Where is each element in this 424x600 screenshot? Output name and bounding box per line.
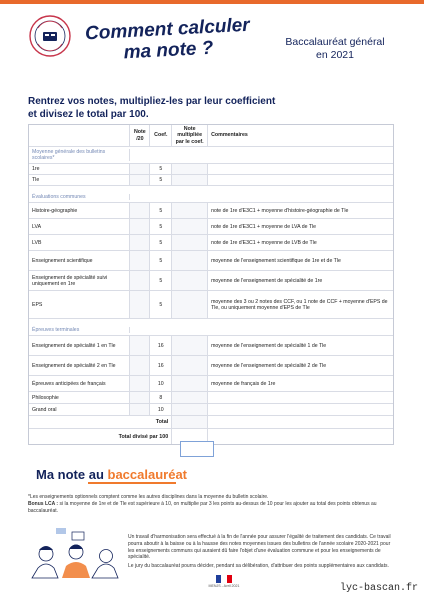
subject-label: LVA	[29, 219, 130, 234]
section-label: Épreuves terminales	[29, 327, 130, 333]
comment: moyenne de l'enseignement scientifique de 1re et de Tle	[211, 257, 341, 264]
multiplied-input[interactable]	[172, 356, 208, 375]
comment: note de 1re d'E3C1 + moyenne de LVB de Tle	[211, 239, 317, 246]
note-input[interactable]	[130, 336, 150, 355]
comment: moyenne des 3 ou 2 notes des CCF, ou 1 note de CCF + moyenne d'EPS de Tle, ou uniquement moyenne d'EPS de Tle	[211, 298, 388, 311]
table-row	[29, 251, 393, 271]
total-divided-label: Total divisé par 100	[29, 429, 172, 444]
coef-value: 5	[150, 219, 172, 234]
bonus-text: si la moyenne de 1re et de Tle est supérieure à 10, on multiplie par 3 les points au-dessus de 10 pour les ajouter au total des points obtenus au baccalauréat.	[28, 500, 377, 514]
subject-label: Enseignement de spécialité 2 en Tle	[29, 356, 130, 375]
note-input[interactable]	[130, 219, 150, 234]
note-input[interactable]	[130, 203, 150, 218]
coef-value: 16	[150, 336, 172, 355]
multiplied-input[interactable]	[172, 175, 208, 185]
multiplied-input[interactable]	[172, 251, 208, 270]
footnote-bonus	[28, 501, 398, 515]
total-row	[29, 416, 393, 429]
section-bulletins	[29, 147, 393, 164]
comment: note de 1re d'E3C1 + moyenne d'histoire-géographie de Tle	[211, 207, 349, 214]
coef-value: 5	[150, 291, 172, 318]
table-row	[29, 376, 393, 392]
header-subject	[29, 125, 130, 146]
multiplied-input[interactable]	[172, 336, 208, 355]
coef-value: 5	[150, 203, 172, 218]
note-input[interactable]	[130, 251, 150, 270]
bac-line-1: Baccalauréat général	[285, 36, 385, 48]
my-grade-heading	[36, 467, 187, 482]
comment: note de 1re d'E3C1 + moyenne de LVA de Tle	[211, 223, 317, 230]
comment	[208, 404, 393, 415]
coef-value: 5	[150, 271, 172, 290]
comment: moyenne de l'enseignement de spécialité de 1re	[211, 277, 323, 284]
table-row	[29, 164, 393, 175]
table-row	[29, 392, 393, 404]
table-row	[29, 219, 393, 235]
bonus-label: Bonus LCA :	[28, 500, 59, 507]
site-watermark: lyc-bascan.fr	[339, 583, 418, 594]
table-row	[29, 235, 393, 251]
ministry-logo	[204, 575, 244, 591]
note-input[interactable]	[130, 392, 150, 403]
coef-value: 8	[150, 392, 172, 403]
coef-value: 5	[150, 175, 172, 185]
header-comments: Commentaires	[211, 132, 248, 139]
ministry-label: MENJS - Avril 2021	[208, 584, 240, 588]
subject-label: 1re	[29, 164, 130, 174]
my-grade-accent: baccalauréat	[107, 467, 188, 482]
coef-value: 5	[150, 164, 172, 174]
instruction-text	[28, 96, 328, 121]
bac-logo	[28, 14, 72, 58]
bac-subtitle	[280, 36, 390, 62]
harmonisation-p2: Le jury du baccalauréat pourra décider, pendant sa délibération, d'attribuer des points supplémentaires aux candidats.	[128, 563, 389, 569]
note-input[interactable]	[130, 291, 150, 318]
comment: moyenne de l'enseignement de spécialité 1 de Tle	[211, 342, 327, 349]
subject-label: Histoire-géographie	[29, 203, 130, 218]
table-row	[29, 271, 393, 291]
subject-label: Philosophie	[29, 392, 130, 403]
multiplied-input[interactable]	[172, 392, 208, 403]
section-label: Évaluations communes	[29, 194, 130, 200]
instruction-line-1: Rentrez vos notes, multipliez-les par leur coefficient	[28, 96, 276, 107]
note-input[interactable]	[130, 175, 150, 185]
total-label: Total	[29, 416, 172, 428]
footnote-star: *Les enseignements optionnels comptent comme les autres disciplines dans la moyenne du bulletin scolaire.	[28, 494, 269, 500]
coef-value: 5	[150, 235, 172, 250]
subject-label: Grand oral	[29, 404, 130, 415]
multiplied-input[interactable]	[172, 376, 208, 391]
final-grade-input[interactable]	[180, 441, 214, 457]
table-row	[29, 336, 393, 356]
page-title	[77, 15, 259, 66]
subject-label: LVB	[29, 235, 130, 250]
footnotes	[28, 494, 398, 514]
header-coef: Coef.	[150, 125, 172, 146]
comment: moyenne de l'enseignement de spécialité 2 de Tle	[211, 362, 327, 369]
subject-label: Enseignement scientifique	[29, 251, 130, 270]
multiplied-input[interactable]	[172, 235, 208, 250]
subject-label: EPS	[29, 291, 130, 318]
comment	[208, 175, 393, 185]
section-terminales	[29, 319, 393, 336]
multiplied-input[interactable]	[172, 404, 208, 415]
subject-label: Épreuves anticipées de français	[29, 376, 130, 391]
table-row	[29, 404, 393, 416]
title-line-1: Comment calculer	[84, 14, 251, 45]
instruction-line-2: et divisez le total par 100.	[28, 108, 149, 120]
coef-value: 16	[150, 356, 172, 375]
note-input[interactable]	[130, 404, 150, 415]
students-illustration	[28, 524, 120, 582]
grades-table	[28, 124, 394, 445]
table-row	[29, 175, 393, 186]
section-evaluations	[29, 186, 393, 203]
harmonisation-note	[128, 534, 398, 572]
note-input[interactable]	[130, 376, 150, 391]
header-multiplied: Note multipliée par le coef.	[172, 125, 208, 146]
top-accent-bar	[0, 0, 424, 4]
my-grade-prefix: Ma note au	[36, 467, 108, 482]
bac-line-2: en 2021	[316, 49, 354, 62]
section-label: Moyenne générale des bulletins scolaires*	[29, 149, 130, 161]
note-input[interactable]	[130, 164, 150, 174]
table-row	[29, 356, 393, 376]
heading-underline	[88, 482, 176, 484]
multiplied-input[interactable]	[172, 164, 208, 174]
note-input[interactable]	[130, 356, 150, 375]
note-input[interactable]	[130, 235, 150, 250]
table-row	[29, 291, 393, 319]
multiplied-input[interactable]	[172, 219, 208, 234]
subject-label: Tle	[29, 175, 130, 185]
subject-label: Enseignement de spécialité suivi uniquement en 1re	[29, 271, 130, 290]
multiplied-input[interactable]	[172, 203, 208, 218]
comment	[208, 164, 393, 174]
multiplied-input[interactable]	[172, 291, 208, 318]
coef-value: 10	[150, 404, 172, 415]
total-input[interactable]	[172, 416, 208, 428]
table-row	[29, 203, 393, 219]
harmonisation-p1: Un travail d'harmonisation sera effectué à la fin de l'année pour assurer l'égalité de traitement des candidats. Ce travail pourra aboutir à la baisse ou à la hausse des notes moyennes issues des bulletins de l'année scolaire 2020-2021 pour les enseignements communs qui auraient dû faire l'objet d'une évaluation commune et pour les enseignements de spécialité.	[128, 534, 391, 561]
french-flag-icon	[216, 575, 232, 583]
table-header-row	[29, 125, 393, 147]
coef-value: 10	[150, 376, 172, 391]
header-note: Note /20	[130, 125, 150, 146]
subject-label: Enseignement de spécialité 1 en Tle	[29, 336, 130, 355]
multiplied-input[interactable]	[172, 271, 208, 290]
note-input[interactable]	[130, 271, 150, 290]
comment	[208, 392, 393, 403]
title-line-2: ma note ?	[123, 37, 214, 64]
comment: moyenne de français de 1re	[211, 380, 276, 387]
coef-value: 5	[150, 251, 172, 270]
